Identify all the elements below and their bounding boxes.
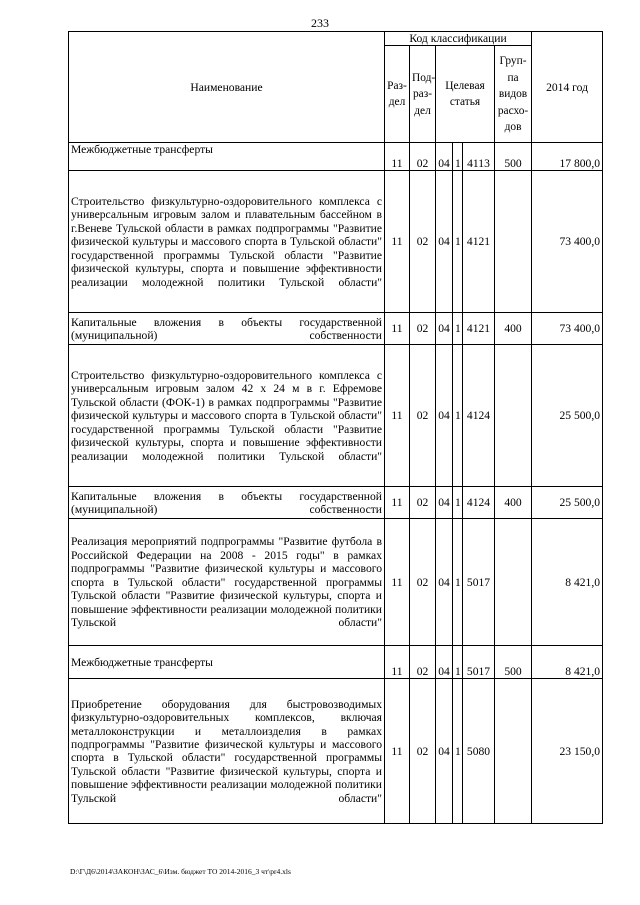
row-cs3: 4121 (463, 313, 495, 345)
row-amount: 73 400,0 (532, 313, 603, 345)
row-razdel: 11 (385, 646, 410, 679)
row-vid (495, 345, 532, 487)
row-name: Строительство физкультурно-оздоровительного комплекса с универсальным игровым залом 42 х 24 м в г. Ефремове Тульской области (ФОК-1) в рамках подпрограммы "Развитие физической культуры и массового спорта в Тульской области" государственной программы Тульской области "Развитие физической культуры, спорта и повышение эффективности реализации молодежной политики Тульской области" (69, 345, 385, 487)
row-amount: 23 150,0 (532, 679, 603, 824)
row-podrazdel: 02 (410, 313, 436, 345)
row-podrazdel: 02 (410, 171, 436, 313)
row-cs3: 5080 (463, 679, 495, 824)
row-podrazdel: 02 (410, 646, 436, 679)
budget-table (68, 31, 603, 824)
row-cs1: 04 (436, 143, 453, 171)
row-cs2: 1 (453, 171, 463, 313)
row-vid (495, 679, 532, 824)
row-cs3: 4121 (463, 171, 495, 313)
row-cs3: 4124 (463, 487, 495, 519)
row-razdel: 11 (385, 487, 410, 519)
row-podrazdel: 02 (410, 487, 436, 519)
row-podrazdel: 02 (410, 345, 436, 487)
row-cs2: 1 (453, 143, 463, 171)
row-vid (495, 519, 532, 646)
row-podrazdel: 02 (410, 519, 436, 646)
row-cs2: 1 (453, 313, 463, 345)
row-cs1: 04 (436, 646, 453, 679)
row-razdel: 11 (385, 519, 410, 646)
row-name: Реализация мероприятий подпрограммы "Развитие футбола в Российской Федерации на 2008 - 2015 годы" в рамках подпрограммы "Развитие физической культуры и массового спорта в Тульской области" государственной программы Тульской области "Развитие физической культуры, спорта и повышение эффективности реализации молодежной политики Тульской области" (69, 519, 385, 646)
row-cs2: 1 (453, 345, 463, 487)
row-razdel: 11 (385, 171, 410, 313)
row-cs3: 5017 (463, 646, 495, 679)
row-podrazdel: 02 (410, 143, 436, 171)
row-amount: 73 400,0 (532, 171, 603, 313)
row-razdel: 11 (385, 313, 410, 345)
row-cs1: 04 (436, 679, 453, 824)
row-amount: 8 421,0 (532, 519, 603, 646)
row-cs2: 1 (453, 519, 463, 646)
row-name: Капитальные вложения в объекты государственной (муниципальной) собственности (69, 487, 385, 519)
row-amount: 25 500,0 (532, 345, 603, 487)
row-cs3: 4113 (463, 143, 495, 171)
row-name: Приобретение оборудования для быстровозводимых физкультурно-оздоровительных комплексов, включая металлоконструкции и металлоизделия в рамках подпрограммы "Развитие физической культуры и массового спорта в Тульской области" государственной программы Тульской области "Развитие физической культуры, спорта и повышение эффективности реализации молодежной политики Тульской области" (69, 679, 385, 824)
header-gruppa: Груп-па видов расхо-дов (495, 46, 532, 143)
row-cs1: 04 (436, 345, 453, 487)
header-code: Код классификации (385, 32, 532, 46)
row-name: Капитальные вложения в объекты государственной (муниципальной) собственности (69, 313, 385, 345)
row-cs1: 04 (436, 519, 453, 646)
row-cs2: 1 (453, 679, 463, 824)
row-cs2: 1 (453, 487, 463, 519)
row-name: Межбюджетные трансферты (69, 143, 385, 171)
row-cs1: 04 (436, 313, 453, 345)
header-podrazdel: Под-раз-дел (410, 46, 436, 143)
row-vid: 400 (495, 487, 532, 519)
row-razdel: 11 (385, 345, 410, 487)
page-number: 233 (311, 16, 329, 30)
row-cs1: 04 (436, 487, 453, 519)
row-vid: 400 (495, 313, 532, 345)
row-vid (495, 171, 532, 313)
row-cs3: 5017 (463, 519, 495, 646)
row-name: Строительство физкультурно-оздоровительного комплекса с универсальным игровым залом и плавательным бассейном в г.Веневе Тульской области в рамках подпрограммы "Развитие физической культуры и массового спорта в Тульской области" государственной программы Тульской области "Развитие физической культуры, спорта и повышение эффективности реализации молодежной политики Тульской области" (69, 171, 385, 313)
row-cs1: 04 (436, 171, 453, 313)
row-vid: 500 (495, 143, 532, 171)
row-cs3: 4124 (463, 345, 495, 487)
row-amount: 8 421,0 (532, 646, 603, 679)
row-razdel: 11 (385, 679, 410, 824)
row-podrazdel: 02 (410, 679, 436, 824)
row-razdel: 11 (385, 143, 410, 171)
row-vid: 500 (495, 646, 532, 679)
header-celevaya: Целевая статья (436, 46, 495, 143)
file-path-footer: D:\Г\Д6\2014\ЗАКОН\ЗАС_6\Изм. бюджет ТО 2014-2016_3 чт\pr4.xls (70, 867, 291, 876)
header-razdel: Раз-дел (385, 46, 410, 143)
row-amount: 25 500,0 (532, 487, 603, 519)
row-name: Межбюджетные трансферты (69, 646, 385, 679)
header-name: Наименование (69, 32, 385, 143)
row-cs2: 1 (453, 646, 463, 679)
row-amount: 17 800,0 (532, 143, 603, 171)
header-year: 2014 год (532, 32, 603, 143)
